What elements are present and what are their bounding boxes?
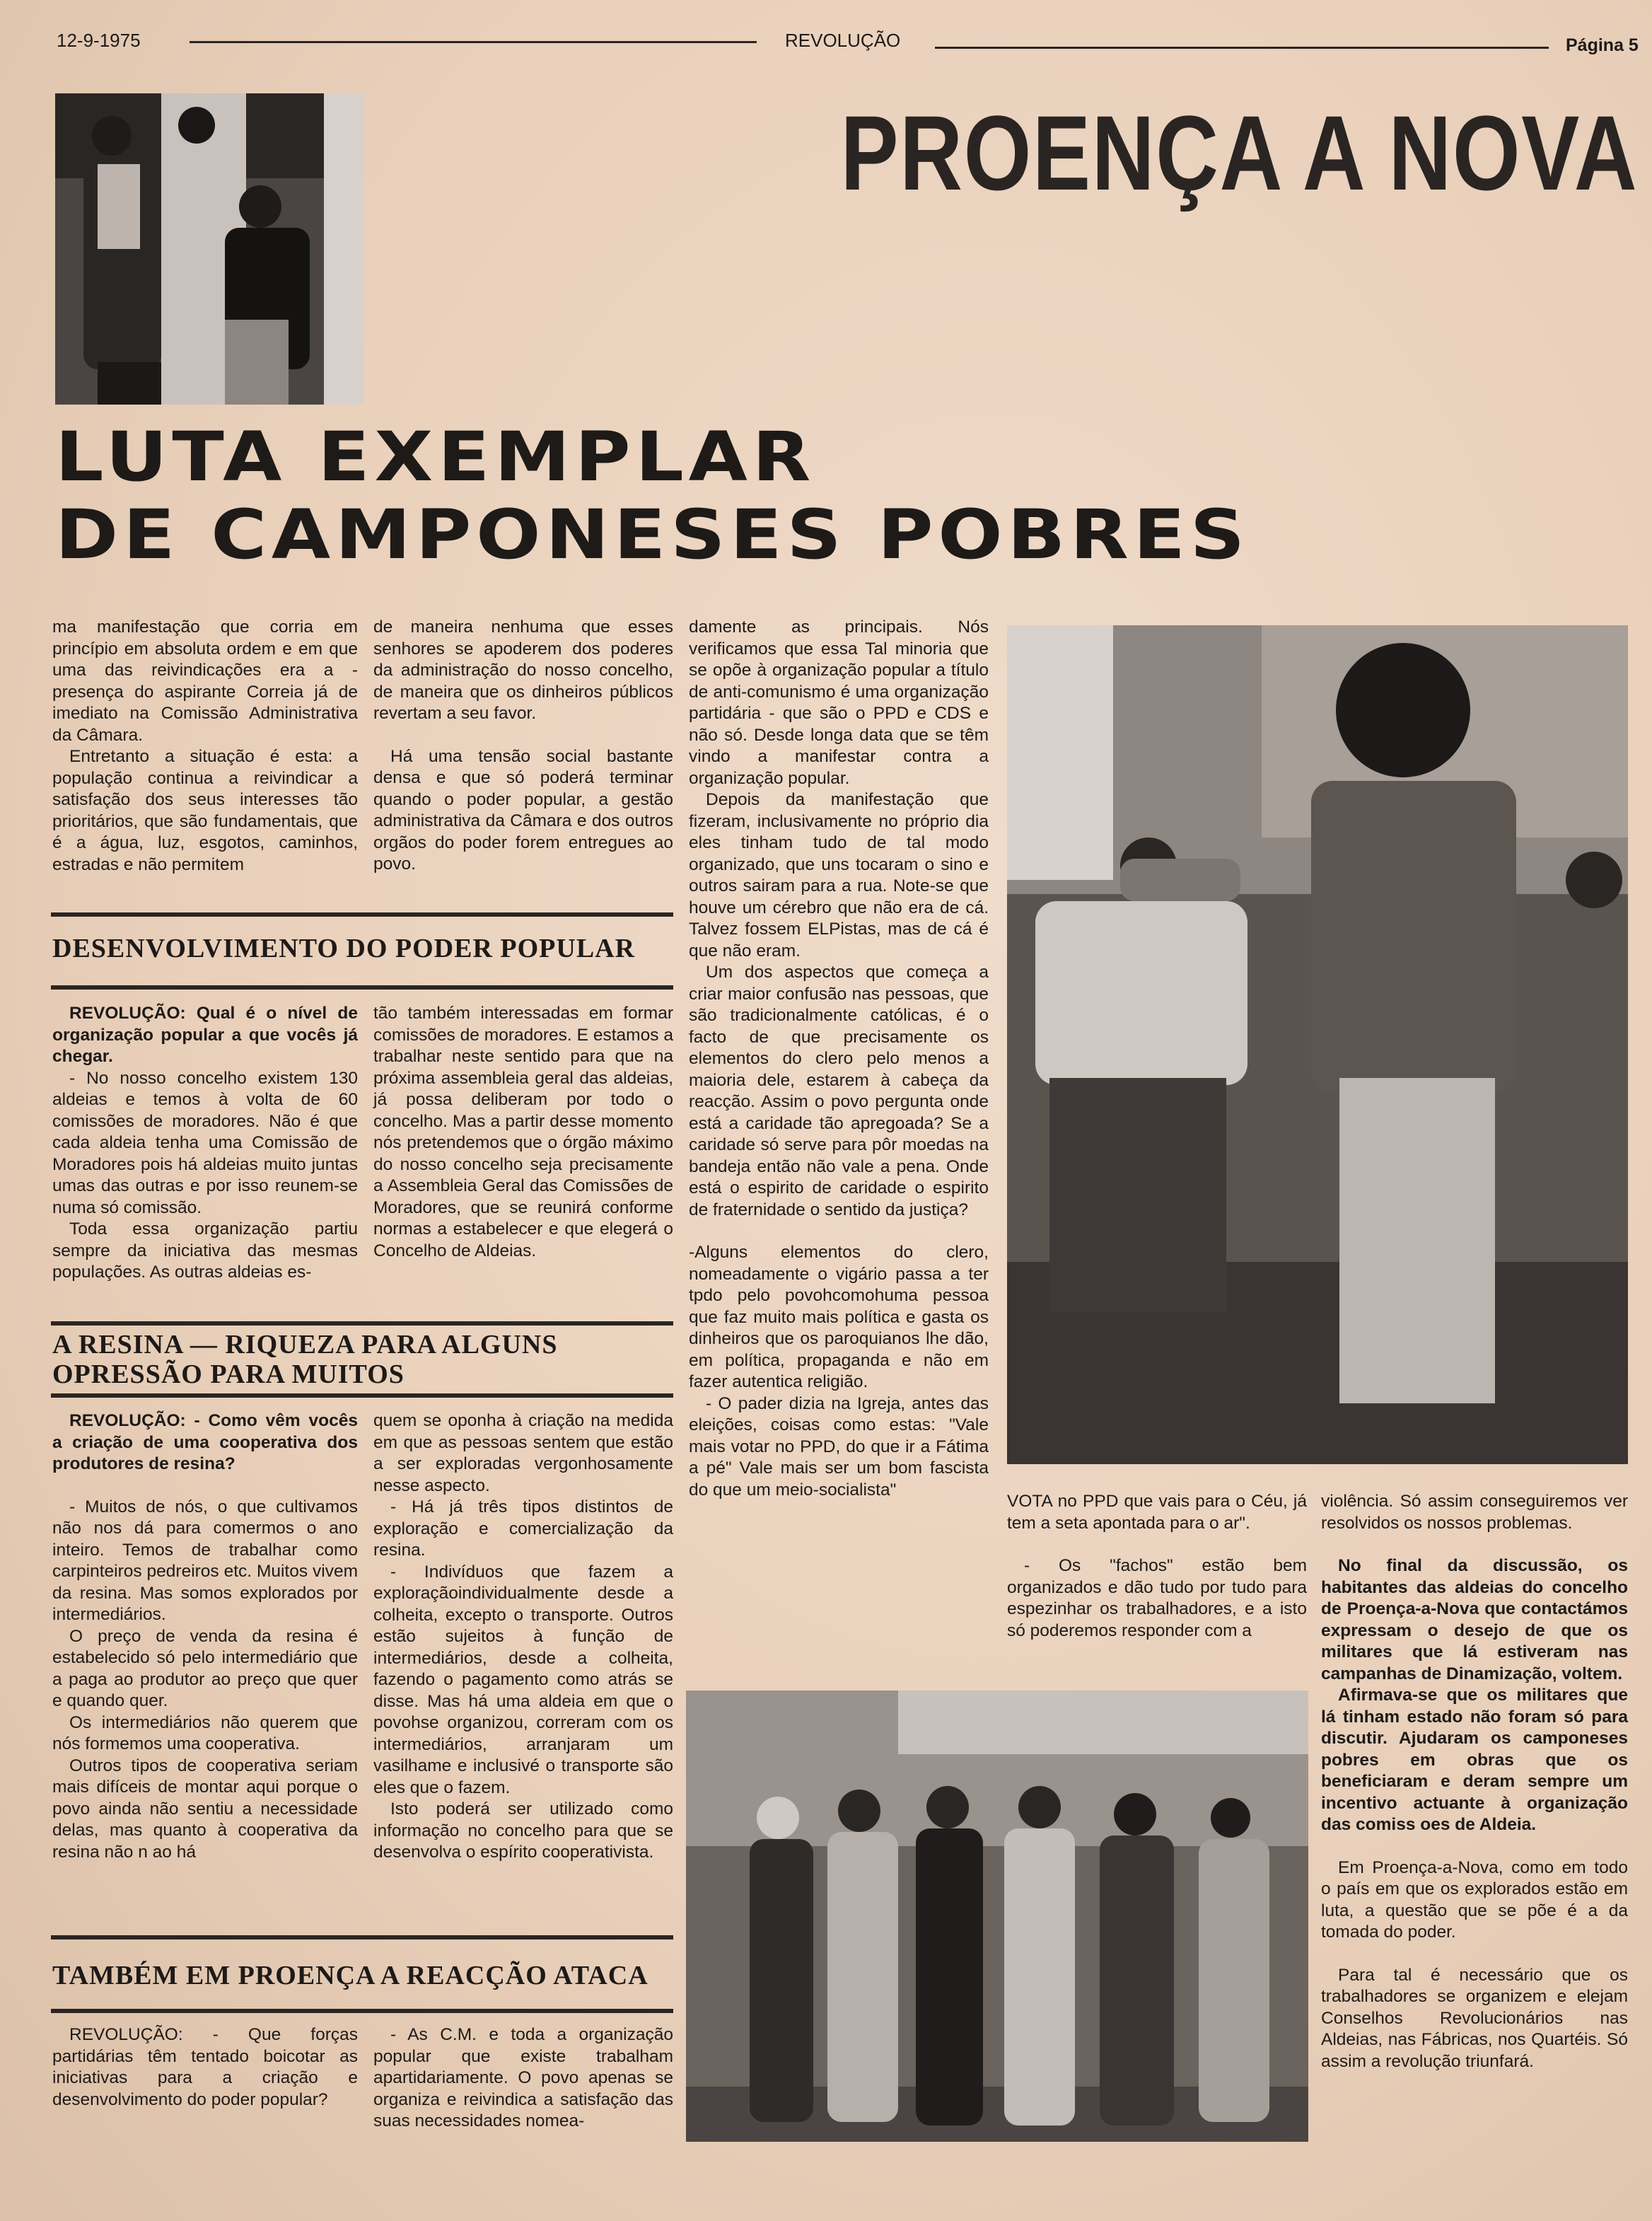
section-rule: [51, 912, 673, 917]
section-title-reaccao: TAMBÉM EM PROENÇA A REACÇÃO ATACA: [52, 1961, 648, 1990]
paragraph: - Indivíduos que fazem a exploraçãoindividualmente desde a colheita, excepto o transporte. Outros estão sujeitos à função de intermediários, desde a colheita, fazendo o pagamento como atrás se disse. Mas há uma aldeia em que o povohse organizou, correram com os intermediários, arranjaram um vasilhame e inclusivé o transporte são eles que o fazem.: [373, 1562, 673, 1797]
paragraph: - Os "fachos" estão bem organizados e dão tudo por tudo para espezinhar os trabalhadores, e a isto só poderemos responder com a: [1007, 1556, 1307, 1640]
paragraph: Outros tipos de cooperativa seriam mais difíceis de montar aqui porque o povo ainda não sentiu a necessidade delas, mas quanto à cooperativa da resina não n ao há: [52, 1756, 358, 1862]
section-rule: [51, 1321, 673, 1326]
paragraph: Depois da manifestação que fizeram, inclusivamente no próprio dia eles tinham tudo de tal modo organizado, que uns tocaram o sino e outros sairam para a rua. Note-se que houve um cérebro que não era de cá. Talvez fossem ELPistas, mas de cá é que não eram.: [689, 790, 989, 961]
article-column-5: [1321, 1491, 1628, 2072]
paragraph: Há uma tensão social bastante densa e que só poderá terminar quando o poder popular, a gestão administrativa da Câmara e dos outros orgãos do poder forem entregues ao povo.: [373, 746, 673, 874]
paragraph: Entretanto a situação é esta: a população continua a reivindicar a satisfação dos seus interesses tão prioritários, que são fundamentais, que é a água, luz, esgotos, caminhos, estradas e não permitem: [52, 747, 358, 874]
paragraph: O preço de venda da resina é estabelecido só pelo intermediário que a paga ao produtor ao preço que quer e quando quer.: [52, 1626, 358, 1710]
paragraph: Em Proença-a-Nova, como em todo o país em que os explorados estão em luta, a questão que se põe é a da tomada do poder.: [1321, 1857, 1628, 1942]
paragraph: Afirmava-se que os militares que lá tinham estado não foram só para discutir. Ajudaram os camponeses pobres em obras que os beneficiaram e deram sempre um incentivo actuante à organização das comiss oes de Aldeia.: [1321, 1686, 1628, 1834]
section-rule: [51, 1935, 673, 1939]
paragraph: quem se oponha à criação na medida em que as pessoas sentem que estão a ser exploradas vergonhosamente nesse aspecto.: [373, 1411, 673, 1495]
top-photo: [55, 93, 363, 405]
interview-question: REVOLUÇÃO: - Como vêm vocês a criação de uma cooperativa dos produtores de resina?: [52, 1411, 358, 1473]
paragraph: tão também interessadas em formar comissões de moradores. E estamos a trabalhar neste sentido para que na próxima assembleia geral das aldeias, já possa deliberam por todo o concelho. Mas a partir desse momento nós pretendemos que o órgão máximo do nosso concelho seja precisamente a Assembleia Geral das Comissões de Moradores, que se reunirá conforme normas a estabelecer e que elegerá o Concelho de Aldeias.: [373, 1004, 673, 1260]
masthead-title: PROENÇA A NOVA: [840, 93, 1638, 212]
paragraph: - As C.M. e toda a organização popular que existe trabalham apartidariamente. O povo apenas se organiza e reivindica a satisfação das suas necessidades nomea-: [373, 2025, 673, 2130]
headline-line-1: LUTA EXEMPLAR: [55, 417, 816, 497]
section-rule: [51, 2009, 673, 2013]
page-number: Página 5: [1566, 35, 1639, 55]
section-rule: [51, 1393, 673, 1398]
section2-column-1: [52, 1410, 358, 1863]
intro-column-2: [373, 617, 673, 876]
section-title-resina-2: OPRESSÃO PARA MUITOS: [52, 1359, 405, 1389]
paragraph: VOTA no PPD que vais para o Céu, já tem a seta apontada para o ar".: [1007, 1492, 1307, 1533]
section-rule: [51, 985, 673, 990]
large-photo: [1007, 625, 1628, 1464]
paragraph: - No nosso concelho existem 130 aldeias e temos à volta de 60 comissões de moradores. Não é que cada aldeia tenha uma Comissão de Moradores pois há aldeias muito juntas umas das outras e por isso reunem-se numa só comissão.: [52, 1068, 358, 1217]
section1-column-1: [52, 1003, 358, 1284]
section-title-resina-1: A RESINA — RIQUEZA PARA ALGUNS: [52, 1330, 558, 1359]
interview-question: REVOLUÇÃO: Qual é o nível de organização popular a que vocês já chegar.: [52, 1004, 358, 1066]
paragraph: No final da discussão, os habitantes das aldeias do concelho de Proença-a-Nova que contactámos expressam o desejo de que os militares que lá estiveram nas campanhas de Dinamização, voltem.: [1321, 1556, 1628, 1683]
publication-name: REVOLUÇÃO: [785, 30, 901, 51]
paragraph: Um dos aspectos que começa a criar maior confusão nas pessoas, que são tradicionalmente católicas, é o facto de que precisamente os elementos do clero pelo menos a maioria dele, estarem à cabeça da reacção. Assim o povo pergunta onde está a caridade tão apregoada? Se a caridade só serve para pôr moedas na bandeja então não vale a pena. Onde está o espirito de caridade o espirito de fraternidade o sentido da justiça?: [689, 963, 989, 1219]
section3-column-2: [373, 2024, 673, 2133]
paragraph: - Muitos de nós, o que cultivamos não nos dá para comermos o ano inteiro. Temos de trabalhar como carpinteiros pedreiros etc. Muitos vivem da resina. Mas somos explorados por intermediários.: [52, 1497, 358, 1624]
header-rule-left: [190, 41, 757, 43]
paragraph: de maneira nenhuma que esses senhores se apoderem dos poderes da administração do nosso concelho, de maneira que os dinheiros públicos revertam a seu favor.: [373, 617, 673, 723]
paragraph: Toda essa organização partiu sempre da iniciativa das mesmas populações. As outras aldeias es-: [52, 1219, 358, 1282]
group-photo: [686, 1691, 1308, 2142]
paragraph: -Alguns elementos do clero, nomeadamente o vigário passa a ter tpdo pelo povohcomohuma pessoa que faz muito mais política e gasta os dinheiros que os paroquianos lhe dão, em política, propaganda e não em fazer autentica religião.: [689, 1243, 989, 1391]
paragraph: - O pader dizia na Igreja, antes das eleições, coisas como estas: "Vale mais votar no PPD, do que ir a Fátima a pé" Vale mais ser um bom fascista do que um meio-socialista": [689, 1393, 989, 1500]
paragraph: ma manifestação que corria em princípio em absoluta ordem e em que uma das reivindicações era a - presença do aspirante Correia já de imediato na Comissão Administrativa da Câmara.: [52, 617, 358, 745]
section2-column-2: [373, 1410, 673, 1864]
paragraph: violência. Só assim conseguiremos ver resolvidos os nossos problemas.: [1321, 1492, 1628, 1533]
section1-column-2: [373, 1003, 673, 1262]
paragraph: Isto poderá ser utilizado como informação no concelho para que se desenvolva o espírito cooperativista.: [373, 1799, 673, 1862]
section3-column-1: [52, 2024, 358, 2111]
paragraph: Os intermediários não querem que nós formemos uma cooperativa.: [52, 1712, 358, 1753]
headline-line-2: DE CAMPONESES POBRES: [55, 495, 1250, 574]
interview-question: REVOLUÇÃO: - Que forças partidárias têm tentado boicotar as iniciativas para a criação e desenvolvimento do poder popular?: [52, 2025, 358, 2109]
intro-column-1: [52, 617, 358, 876]
section-title-poder-popular: DESENVOLVIMENTO DO PODER POPULAR: [52, 934, 636, 963]
header-rule-right: [935, 47, 1549, 49]
paragraph: damente as principais. Nós verificamos que essa Tal minoria que se opõe à organização popular a título de anti-comunismo é uma organização partidária - que são o PPD e CDS e não só. Desde longa data que se têm vindo a manifestar contra a organização popular.: [689, 617, 989, 788]
paragraph: Para tal é necessário que os trabalhadores se organizem e elejam Conselhos Revolucionários nas Aldeias, nas Fábricas, nos Quartéis. Só assim a revolução triunfará.: [1321, 1965, 1628, 2071]
paragraph: - Há já três tipos distintos de exploração e comercialização da resina.: [373, 1497, 673, 1560]
issue-date: 12-9-1975: [57, 30, 141, 51]
article-column-4: [1007, 1491, 1307, 1642]
article-column-3: [689, 617, 989, 1501]
